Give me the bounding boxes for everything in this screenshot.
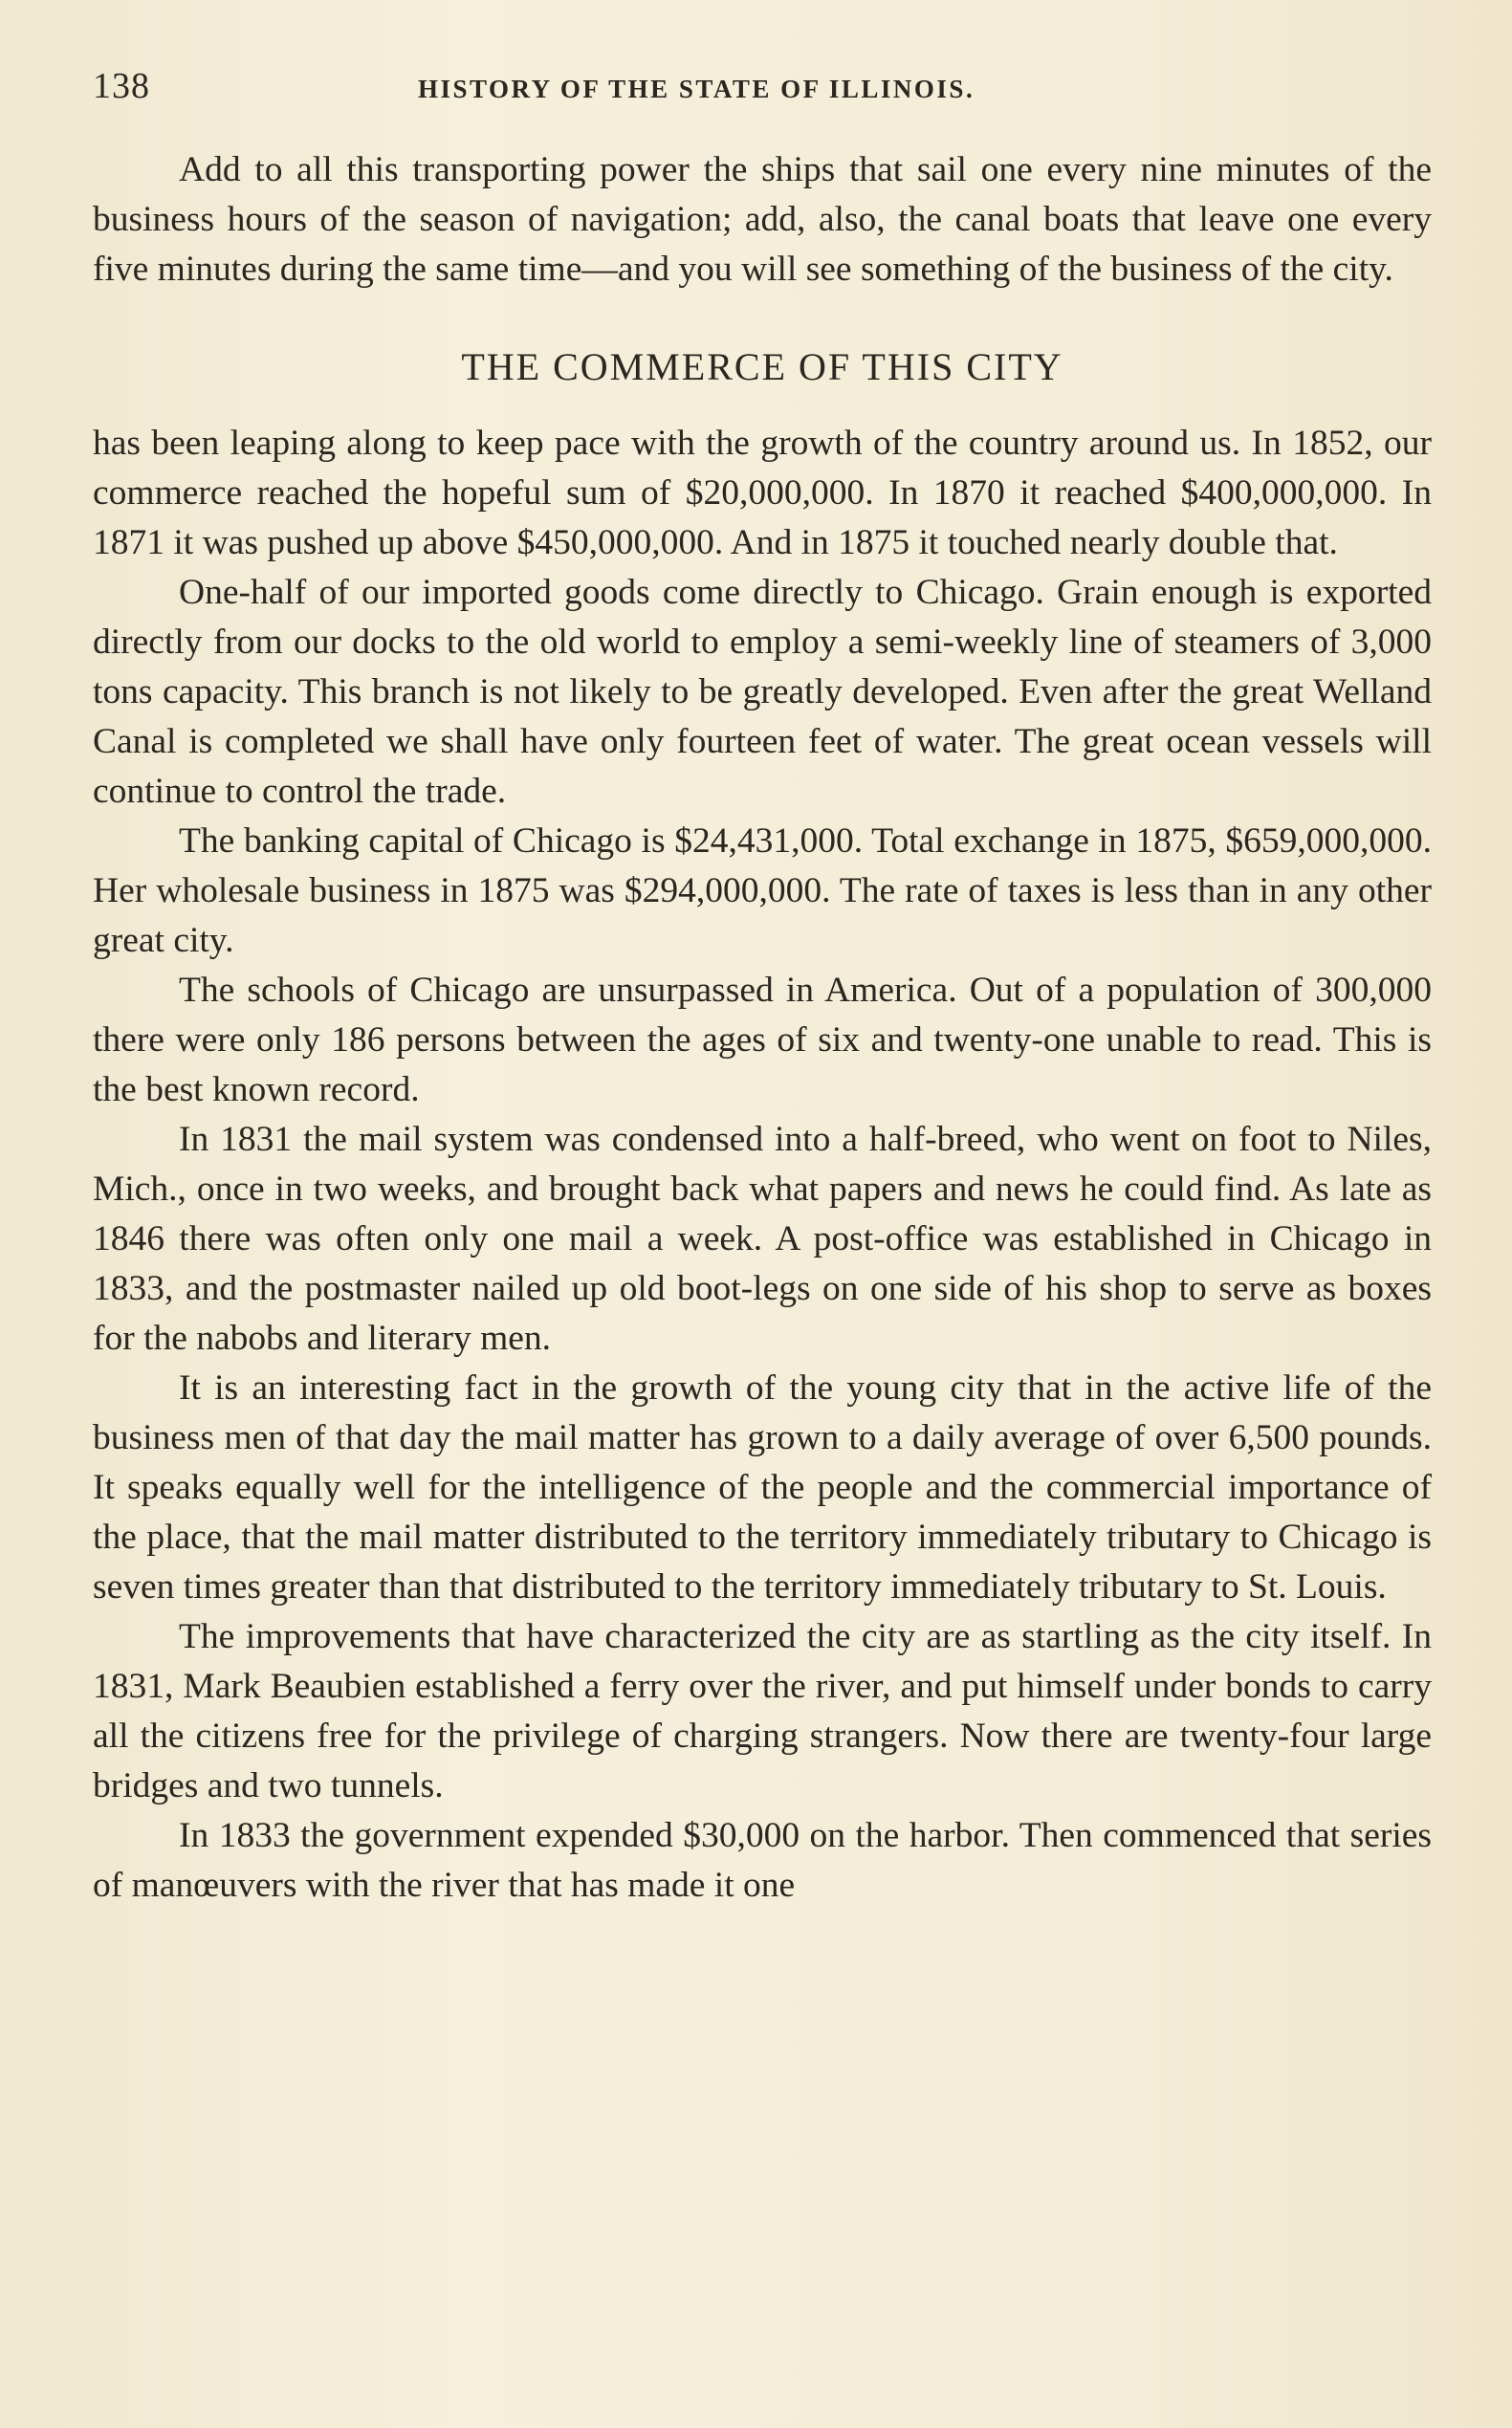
paragraph-banking: The banking capital of Chicago is $24,431,000. Total exchange in 1875, $659,000,000. Her wholesale business in 1875 was $294,000,000. The rate of taxes is less than in any other great city. [93,821,1432,960]
paragraph-transport: Add to all this transporting power the ships that sail one every nine minutes of the business hours of the season of navigation; add, also, the canal boats that leave one every five minutes during the same time—and you will see something of the business of the city. [93,150,1432,289]
paragraph-imports: One-half of our imported goods come directly to Chicago. Grain enough is exported directly from our docks to the old world to employ a semi-weekly line of steamers of 3,000 tons capacity. This branch is not likely to be greatly developed. Even after the great Welland Canal is completed we shall have only fourteen feet of water. The great ocean vessels will continue to control the trade. [93,573,1432,811]
body-text [93,145,1432,1911]
paragraph-mail-growth: It is an interesting fact in the growth of the young city that in the active life of the business men of that day the mail matter has grown to a daily average of over 6,500 pounds. It speaks equally well for the intelligence of the people and the commercial importance of the place, that the mail matter distributed to the territory immediately tributary to Chicago is seven times greater than that distributed to the territory immediately tributary to St. Louis. [93,1368,1432,1607]
page-number: 138 [93,66,150,106]
paragraph-harbor: In 1833 the government expended $30,000 on the harbor. Then commenced that series of manœuvers with the river that has made it one [93,1816,1432,1905]
paragraph-schools: The schools of Chicago are unsurpassed in America. Out of a population of 300,000 there were only 186 persons between the ages of six and twenty-one unable to read. This is the best known record. [93,971,1432,1109]
running-head [93,65,1432,113]
paragraph-mail-system: In 1831 the mail system was condensed into a half-breed, who went on foot to Niles, Mich., once in two weeks, and brought back what papers and news he could find. As late as 1846 there was often only one mail a week. A post-office was established in Chicago in 1833, and the postmaster nailed up old boot-legs on one side of his shop to serve as boxes for the nabobs and literary men. [93,1120,1432,1358]
section-heading: THE COMMERCE OF THIS CITY [461,345,1063,388]
paragraph-commerce: has been leaping along to keep pace with the growth of the country around us. In 1852, our commerce reached the hopeful sum of $20,000,000. In 1870 it reached $400,000,000. In 1871 it was pushed up above $450,000,000. And in 1875 it touched nearly double that. [93,424,1432,562]
running-title: HISTORY OF THE STATE OF ILLINOIS. [418,75,975,103]
paragraph-improvements: The improvements that have characterized the city are as startling as the city itself. In 1831, Mark Beaubien established a ferry over the river, and put himself under bonds to carry all the citizens free for the privilege of charging strangers. Now there are twenty-four large bridges and two tunnels. [93,1617,1432,1805]
